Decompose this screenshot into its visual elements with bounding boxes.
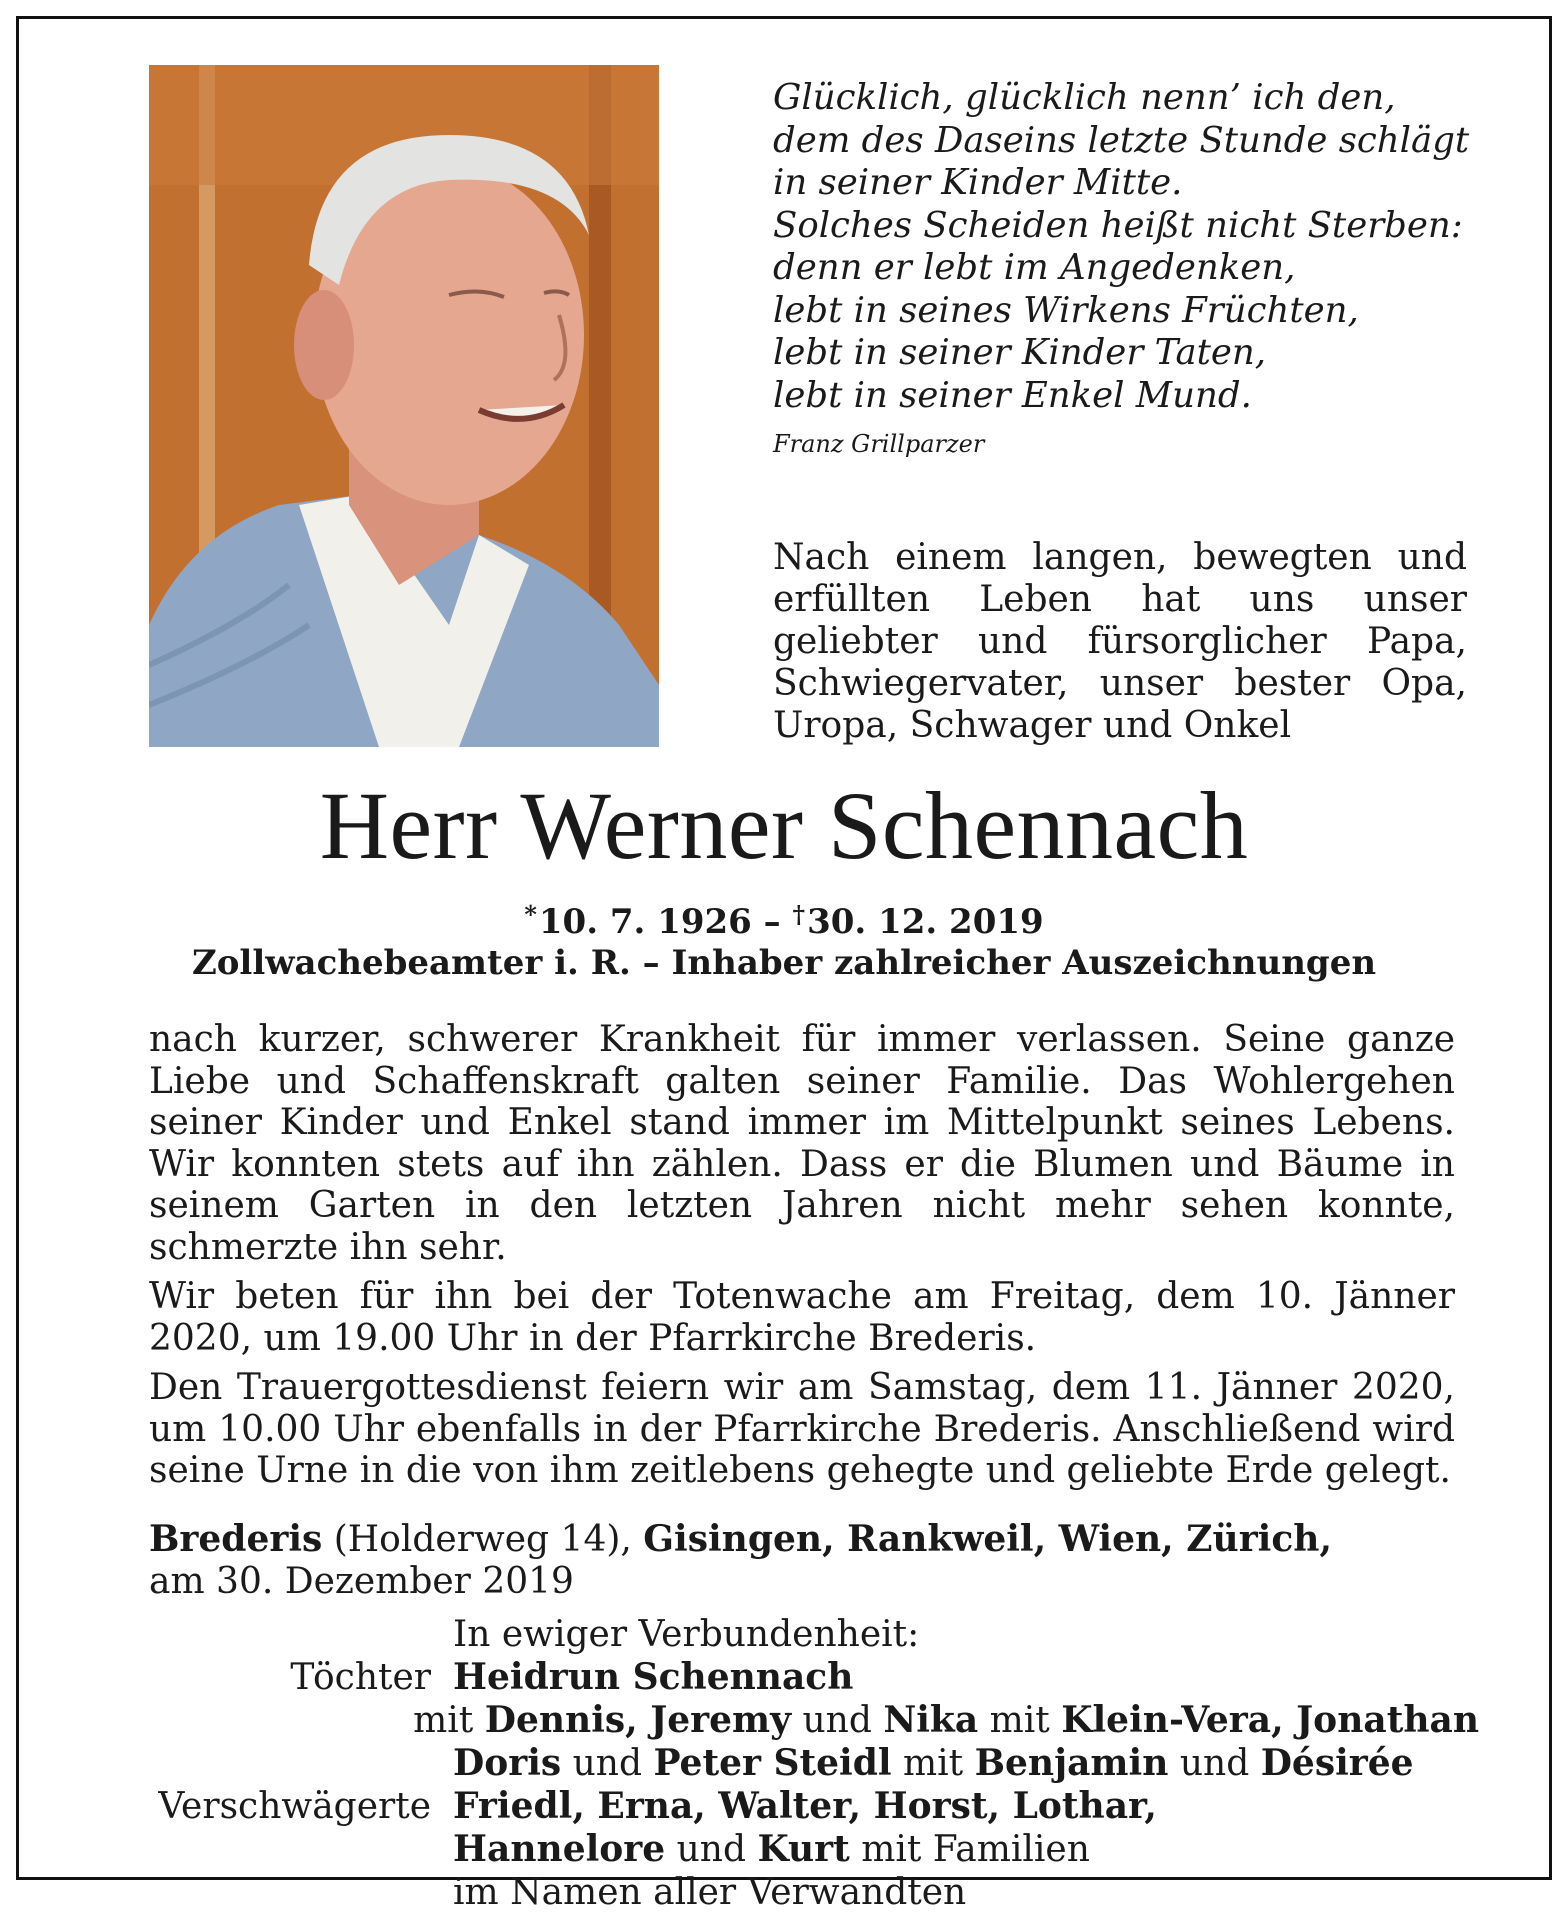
location-date: am 30. Dezember 2019 bbox=[149, 1560, 574, 1602]
sig-row bbox=[149, 1656, 1479, 1699]
grandchild-name: Benjamin bbox=[974, 1742, 1169, 1784]
connector: mit Familien bbox=[849, 1829, 1090, 1870]
paragraph: Wir beten für ihn bei der Totenwache am Freitag, dem 10. Jänner 2020, um 19.00 Uhr in der Pfarrkirche Brederis. bbox=[149, 1276, 1455, 1359]
paragraph: Den Trauergottesdienst feiern wir am Samstag, dem 11. Jänner 2020, um 10.00 Uhr ebenfalls in der Pfarrkirche Brederis. Anschließend wird seine Urne in die von ihm zeitlebens gehegte und geliebte Erde gelegt. bbox=[149, 1367, 1455, 1491]
intro-text: Nach einem langen, bewegten und erfüllten Leben hat uns unser geliebter und fürsorglicher Papa, Schwiegervater, unser bester Opa, Uropa, Schwager und Onkel bbox=[773, 537, 1467, 746]
daughter-name: Doris bbox=[453, 1742, 562, 1784]
daughter-name: Heidrun Schennach bbox=[453, 1656, 854, 1698]
poem-line: Solches Scheiden heißt nicht Sterben: bbox=[773, 204, 1463, 246]
connector: und bbox=[1168, 1743, 1261, 1784]
poem-line: lebt in seines Wirkens Früchten, bbox=[773, 289, 1359, 331]
place-name: Brederis bbox=[149, 1517, 323, 1560]
daughters-label: Töchter bbox=[290, 1657, 431, 1698]
grandchild-name: Désirée bbox=[1260, 1742, 1414, 1784]
death-date: 30. 12. 2019 bbox=[807, 902, 1044, 942]
closing-line: im Namen aller Verwandten bbox=[453, 1872, 967, 1913]
grandchild-name: Nika bbox=[883, 1699, 979, 1741]
sig-row bbox=[149, 1828, 1479, 1871]
in-laws-label: Verschwägerte bbox=[158, 1786, 431, 1827]
birth-symbol: * bbox=[524, 900, 537, 929]
connector: mit bbox=[978, 1700, 1062, 1741]
connector: und bbox=[561, 1743, 654, 1784]
occupation: Zollwachebeamter i. R. – Inhaber zahlreicher Auszeichnungen bbox=[191, 943, 1377, 983]
in-laws-names: Friedl, Erna, Walter, Horst, Lothar, bbox=[453, 1785, 1157, 1827]
poem-line: Glücklich, glücklich nenn’ ich den, bbox=[773, 77, 1396, 118]
in-law-name: Hannelore bbox=[453, 1828, 666, 1870]
signatures bbox=[149, 1613, 1479, 1914]
son-in-law-name: Peter Steidl bbox=[653, 1742, 892, 1784]
address: (Holderweg 14), bbox=[322, 1518, 644, 1560]
birth-date: 10. 7. 1926 bbox=[538, 902, 752, 942]
poem-line: lebt in seiner Kinder Taten, bbox=[773, 332, 1267, 373]
sig-heading: In ewiger Verbundenheit: bbox=[453, 1614, 920, 1655]
life-dates bbox=[19, 895, 1549, 942]
sig-row bbox=[149, 1785, 1479, 1828]
connector: und bbox=[791, 1700, 884, 1741]
deceased-name: Herr Werner Schennach bbox=[319, 772, 1249, 879]
location-line bbox=[149, 1518, 1455, 1603]
obituary-frame bbox=[16, 16, 1552, 1913]
sig-row bbox=[149, 1871, 1479, 1914]
sig-row bbox=[149, 1613, 1479, 1656]
poem-line: in seiner Kinder Mitte. bbox=[773, 162, 1183, 203]
sig-row bbox=[149, 1699, 1479, 1742]
date-separator: – bbox=[751, 902, 793, 942]
portrait-image bbox=[149, 65, 659, 747]
death-symbol: † bbox=[792, 900, 806, 929]
connector: mit bbox=[891, 1743, 975, 1784]
paragraph: nach kurzer, schwerer Krankheit für immer verlassen. Seine ganze Liebe und Schaffenskraft galten seiner Familie. Das Wohlergehen seiner Kinder und Enkel stand immer im Mittelpunkt seines Lebens. Wir konnten stets auf ihn zählen. Dass er die Blumen und Bäume in seinem Garten in den letzten Jahren nicht mehr sehen konnte, schmerzte ihn sehr. bbox=[149, 1019, 1455, 1268]
poem-line: dem des Daseins letzte Stunde schlägt bbox=[773, 119, 1470, 161]
grandchildren-names: Dennis, Jeremy bbox=[484, 1699, 792, 1741]
great-grandchildren-names: Klein-Vera, Jonathan bbox=[1061, 1699, 1479, 1741]
places: Gisingen, Rankweil, Wien, Zürich, bbox=[643, 1517, 1332, 1560]
poem bbox=[773, 77, 1493, 459]
poem-author: Franz Grillparzer bbox=[773, 430, 985, 458]
in-law-name: Kurt bbox=[757, 1828, 850, 1870]
portrait-photo bbox=[149, 65, 659, 747]
connector: und bbox=[665, 1829, 758, 1870]
connector: mit bbox=[413, 1700, 485, 1741]
poem-line: lebt in seiner Enkel Mund. bbox=[773, 374, 1252, 416]
poem-line: denn er lebt im Angedenken, bbox=[773, 247, 1296, 288]
sig-row bbox=[149, 1742, 1479, 1785]
obituary-body bbox=[149, 1019, 1455, 1603]
